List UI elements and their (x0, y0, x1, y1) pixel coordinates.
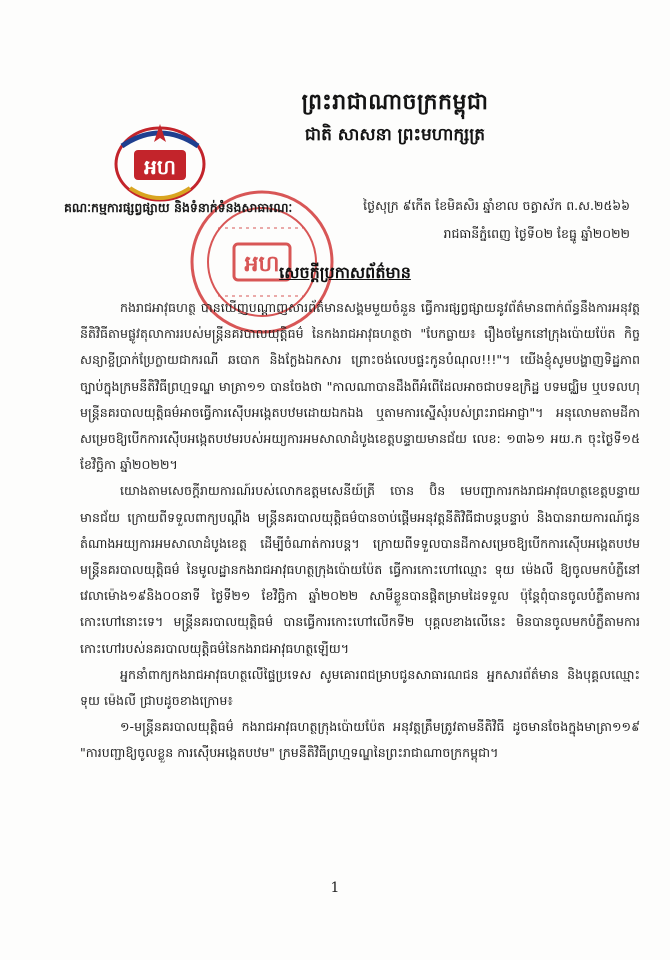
document-title: សេចក្តីប្រកាសព័ត៌មាន (279, 263, 411, 282)
paragraph-2: យោងតាមសេចក្ដីរាយការណ៍របស់លោកឧត្តមសេនីយ៍ត្រី ចោន ប៊ិន មេបញ្ជាការកងរាជអាវុធហត្ថខេត្តបន្ទាយមានជ័យ ក្រោយពីទទួលពាក្យបណ្តឹង មន្ត្រីនគរបាលយុត្តិធម៌បានចាប់ផ្តើមអនុវត្តនីតិវិធីជាបន្តបន្ទាប់ និងបានរាយការណ៍ជូនតំណាងអយ្យការអមសាលាដំបូងខេត្ត ដើម្បីចំណាត់ការបន្ត។ ក្រោយពីទទួលបានដីកាសម្រេចឱ្យបើកការស៊ើបអង្កេតបឋម មន្ត្រីនគរបាលយុត្តិធម៌ នៃមូលដ្ឋានកងរាជអាវុធហត្ថក្រុងប៉ោយប៉ែត ធ្វើការកោះហៅឈ្មោះ ទុយ ម៉េងលី ឱ្យចូលមកបំភ្លឺនៅវេលាម៉ោង១៩និង០០នាទី ថ្ងៃទី២១ ខែវិច្ឆិកា ឆ្នាំ២០២២ សាមីខ្លួនបានផ្តិតម្រាមដៃទទួល ប៉ុន្តែពុំបានចូលបំភ្លឺតាមការកោះហៅនោះទេ។ មន្ត្រីនគរបាលយុត្តិធម៌ បានធ្វើការកោះហៅលើកទី២ បុគ្គលខាងលើនេះ មិនបានចូលមកបំភ្លឺតាមការកោះហៅរបស់នគរបាលយុត្តិធម៌នៃកងរាជអាវុធហត្ថឡើយ។ (80, 483, 640, 656)
national-motto: ជាតិ សាសនា ព្រះមហាក្សត្រ (304, 125, 486, 145)
lunar-date: ថ្ងៃសុក្រ ៩កើត ខែមិគសិរ ឆ្នាំខាល ចត្វាស័ក ព.ស.២៥៦៦ (363, 198, 630, 213)
paragraph-4: ១-មន្ត្រីនគរបាលយុត្តិធម៌ កងរាជអាវុធហត្ថក្រុងប៉ោយប៉ែត អនុវត្តត្រឹមត្រូវតាមនីតិវិធី ដូចមានចែងក្នុងមាត្រា១១៩ "ការបញ្ជាឱ្យចូលខ្លួន ការស៊ើបអង្កេតបឋម" ក្រមនីតិវិធីព្រហ្មទណ្ឌនៃព្រះរាជាណាចក្រកម្ពុជា។ (80, 719, 640, 761)
kingdom-heading: ព្រះរាជាណាចក្រកម្ពុជា (301, 90, 489, 115)
logo-text: អហ (144, 155, 176, 179)
paragraph-1: កងរាជអាវុធហត្ថ បានឃើញបណ្ដាញសារព័ត៌មានសង្គមមួយចំនួន ធ្វើការផ្សព្វផ្សាយនូវព័ត៌មានពាក់ព័ន្ធនឹងការអនុវត្តនីតិវិធីតាមផ្លូវតុលាការរបស់មន្ត្រីនគរបាលយុត្តិធម៌ នៃកងរាជអាវុធហត្ថថា "បែកធ្លាយ៖ រឿងចម្លែកនៅក្រុងប៉ោយប៉ែត កិច្ចសន្យាខ្ចីប្រាក់ប្រែក្លាយជាករណី ឆបោក និងក្លែងឯកសារ ព្រោះចង់លេបផ្ទះកូនបំណុល!!!"។ យើងខ្ញុំសូមបង្ហាញទិដ្ឋភាពច្បាប់ក្នុងក្រមនីតិវិធីព្រហ្មទណ្ឌ មាត្រា១១ បានចែងថា "កាលណាបានដឹងពីអំពើដែលអាចជាបទឧក្រិដ្ឋ បទមជ្ឈិម ឬបទលហុ មន្ត្រីនគរបាលយុត្តិធម៌អាចធ្វើការស៊ើបអង្កេតបឋមដោយឯកឯង ឬតាមការស្នើសុំរបស់ព្រះរាជអាជ្ញា"។ អនុលោមតាមដីកាសម្រេចឱ្យបើកការស៊ើបអង្កេតបឋមរបស់អយ្យការអមសាលាដំបូងខេត្តបន្ទាយមានជ័យ លេខ: ១៣៦១ អយ.ក ចុះថ្ងៃទី១៥ ខែវិច្ឆិកា ឆ្នាំ២០២២។ (80, 300, 640, 473)
solar-date: រាជធានីភ្នំពេញ ថ្ងៃទី០២ ខែធ្នូ ឆ្នាំ២០២២ (443, 226, 630, 241)
stamp-text: អហ (244, 252, 280, 277)
document-body (80, 295, 640, 767)
issuing-organization: គណៈកម្មការផ្សព្វផ្សាយ និងទំនាក់ទំនងសាធារណៈ (64, 200, 293, 215)
paragraph-3: អ្នកនាំពាក្យកងរាជអាវុធហត្ថលើផ្ទៃប្រទេស សូមគោរពជម្រាបជូនសាធារណជន អ្នកសារព័ត៌មាន និងបុគ្គលឈ្មោះ ទុយ ម៉េងលី ជ្រាបដូចខាងក្រោម៖ (80, 666, 640, 709)
page-number: 1 (330, 880, 340, 896)
